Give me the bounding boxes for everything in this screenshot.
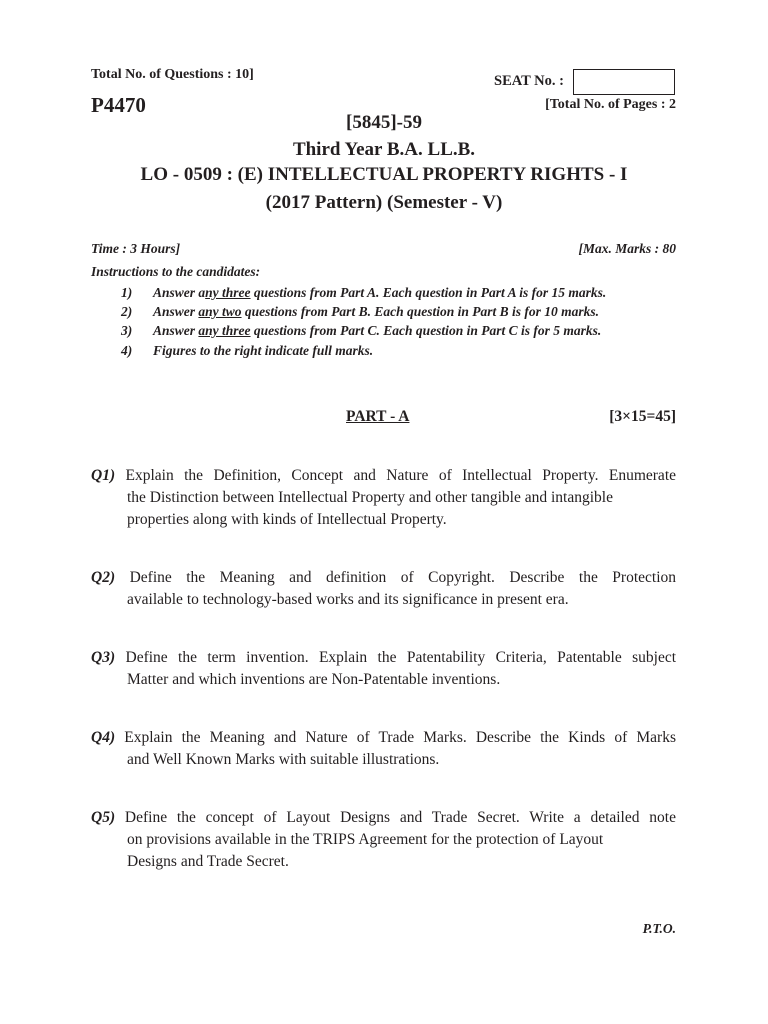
seat-number-label: SEAT No. : (494, 73, 564, 89)
question-text-line: on provisions available in the TRIPS Agreement for the protection of Layout (127, 831, 604, 848)
question-text-line: and Well Known Marks with suitable illustrations. (127, 751, 440, 768)
question-1 (91, 465, 676, 531)
paper-id: P4470 (91, 93, 146, 117)
instruction-number: 4) (121, 343, 133, 358)
max-marks: [Max. Marks : 80 (578, 241, 676, 256)
instruction-text: Answer any two questions from Part B. Each question in Part B is for 10 marks. (153, 304, 599, 319)
question-3 (91, 647, 676, 691)
time-allowed: Time : 3 Hours] (91, 241, 181, 256)
instruction-number: 2) (121, 304, 133, 319)
question-text: Define the term invention. Explain the Patentability Criteria, Patentable subject (125, 649, 677, 666)
question-4 (91, 727, 676, 771)
seat-number-box[interactable] (573, 69, 675, 95)
instruction-text: Answer any three questions from Part A. Each question in Part A is for 15 marks. (153, 285, 607, 300)
pattern-semester: (2017 Pattern) (Semester - V) (265, 192, 503, 213)
question-text-line: the Distinction between Intellectual Property and other tangible and intangible (127, 489, 613, 506)
question-text: Define the Meaning and definition of Copyright. Describe the Protection (129, 569, 676, 586)
course-title: Third Year B.A. LL.B. (292, 139, 476, 160)
question-text: Explain the Meaning and Nature of Trade Marks. Describe the Kinds of Marks (124, 729, 676, 746)
question-text-line: available to technology-based works and its significance in present era. (127, 591, 569, 608)
question-label: Q1) (91, 467, 116, 484)
instruction-number: 1) (121, 285, 133, 300)
question-5 (91, 807, 676, 873)
question-text-line: Matter and which inventions are Non-Patentable inventions. (127, 671, 501, 688)
question-label: Q3) (91, 649, 116, 666)
paper-code: [5845]-59 (346, 112, 422, 133)
question-label: Q2) (91, 569, 116, 586)
question-text-line: properties along with kinds of Intellectual Property. (127, 511, 447, 528)
subject-title: LO - 0509 : (E) INTELLECTUAL PROPERTY RIGHTS - I (140, 164, 628, 185)
instructions-heading: Instructions to the candidates: (91, 264, 261, 279)
instruction-number: 3) (121, 323, 133, 338)
instruction-text: Figures to the right indicate full marks. (153, 343, 374, 358)
part-marks: [3×15=45] (609, 408, 676, 425)
question-label: Q4) (91, 729, 116, 746)
question-text-line: Designs and Trade Secret. (127, 853, 289, 870)
question-label: Q5) (91, 809, 116, 826)
question-text: Explain the Definition, Concept and Nature of Intellectual Property. Enumerate (125, 467, 676, 484)
part-title: PART - A (346, 408, 410, 425)
total-pages: [Total No. of Pages : 2 (545, 97, 676, 112)
question-2 (91, 567, 676, 611)
question-text: Define the concept of Layout Designs and Trade Secret. Write a detailed note (124, 809, 676, 826)
total-questions: Total No. of Questions : 10] (91, 67, 254, 82)
instruction-text: Answer any three questions from Part C. Each question in Part C is for 5 marks. (153, 323, 602, 338)
pto-marker: P.T.O. (642, 921, 676, 936)
